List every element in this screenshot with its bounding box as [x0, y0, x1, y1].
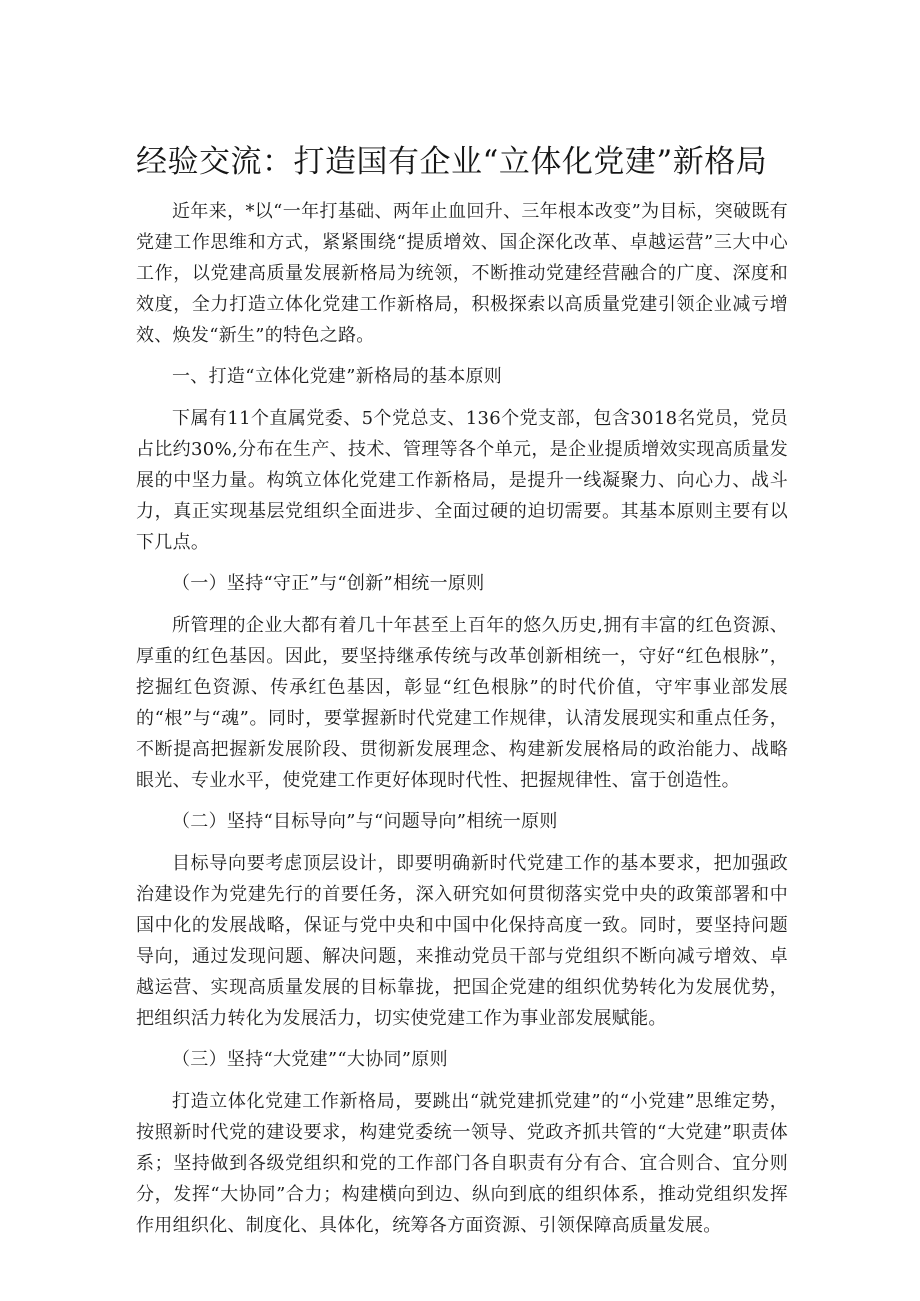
intro-paragraph: 近年来，*以“一年打基础、两年止血回升、三年根本改变”为目标，突破既有党建工作思维和方式，紧紧围绕“提质增效、国企深化改革、卓越运营”三大中心工作，以党建高质量发展新格局为统领，不断推动党建经营融合的广度、深度和效度，全力打造立体化党建工作新格局，积极探索以高质量党建引领企业减亏增效、焕发“新生”的特色之路。: [136, 201, 788, 346]
principles-paragraph: 下属有11个直属党委、5个党总支、136个党支部，包含3018名党员，党员占比约30%,分布在生产、技术、管理等各个单元，是企业提质增效实现高质量发展的中坚力量。构筑立体化党建工作新格局，是提升一线凝聚力、向心力、战斗力，真正实现基层党组织全面进步、全面过硬的迫切需要。其基本原则主要有以下几点。: [136, 408, 788, 553]
subsection-one-paragraph: 所管理的企业大都有着几十年甚至上百年的悠久历史,拥有丰富的红色资源、厚重的红色基因。因此，要坚持继承传统与改革创新相统一，守好“红色根脉”，挖掘红色资源、传承红色基因，彰显“红色根脉”的时代价值，守牢事业部发展的“根”与“魂”。同时，要掌握新时代党建工作规律，认清发展现实和重点任务，不断提高把握新发展阶段、贯彻新发展理念、构建新发展格局的政治能力、战略眼光、专业水平，使党建工作更好体现时代性、把握规律性、富于创造性。: [136, 615, 788, 791]
document-body: [136, 196, 788, 1251]
subheading-two: （二）坚持“目标导向”与“问题导向”相统一原则: [172, 811, 558, 832]
section-heading-principles: 一、打造“立体化党建”新格局的基本原则: [172, 366, 503, 387]
subsection-three-paragraph: 打造立体化党建工作新格局，要跳出“就党建抓党建”的“小党建”思维定势，按照新时代党的建设要求，构建党委统一领导、党政齐抓共管的“大党建”职责体系；坚持做到各级党组织和党的工作部门各自职责有分有合、宜合则合、宜分则分，发挥“大协同”合力；构建横向到边、纵向到底的组织体系，推动党组织发挥作用组织化、制度化、具体化，统筹各方面资源、引领保障高质量发展。: [136, 1091, 788, 1236]
subheading-three: （三）坚持“大党建”“大协同”原则: [172, 1049, 448, 1070]
subsection-two-paragraph: 目标导向要考虑顶层设计，即要明确新时代党建工作的基本要求，把加强政治建设作为党建先行的首要任务，深入研究如何贯彻落实党中央的政策部署和中国中化的发展战略，保证与党中央和中国中化保持高度一致。同时，要坚持问题导向，通过发现问题、解决问题，来推动党员干部与党组织不断向减亏增效、卓越运营、实现高质量发展的目标靠拢，把国企党建的组织优势转化为发展优势，把组织活力转化为发展活力，切实使党建工作为事业部发展赋能。: [136, 853, 788, 1029]
subheading-one: （一）坚持“守正”与“创新”相统一原则: [172, 573, 485, 594]
document-title: 经验交流：打造国有企业“立体化党建”新格局: [136, 144, 768, 180]
